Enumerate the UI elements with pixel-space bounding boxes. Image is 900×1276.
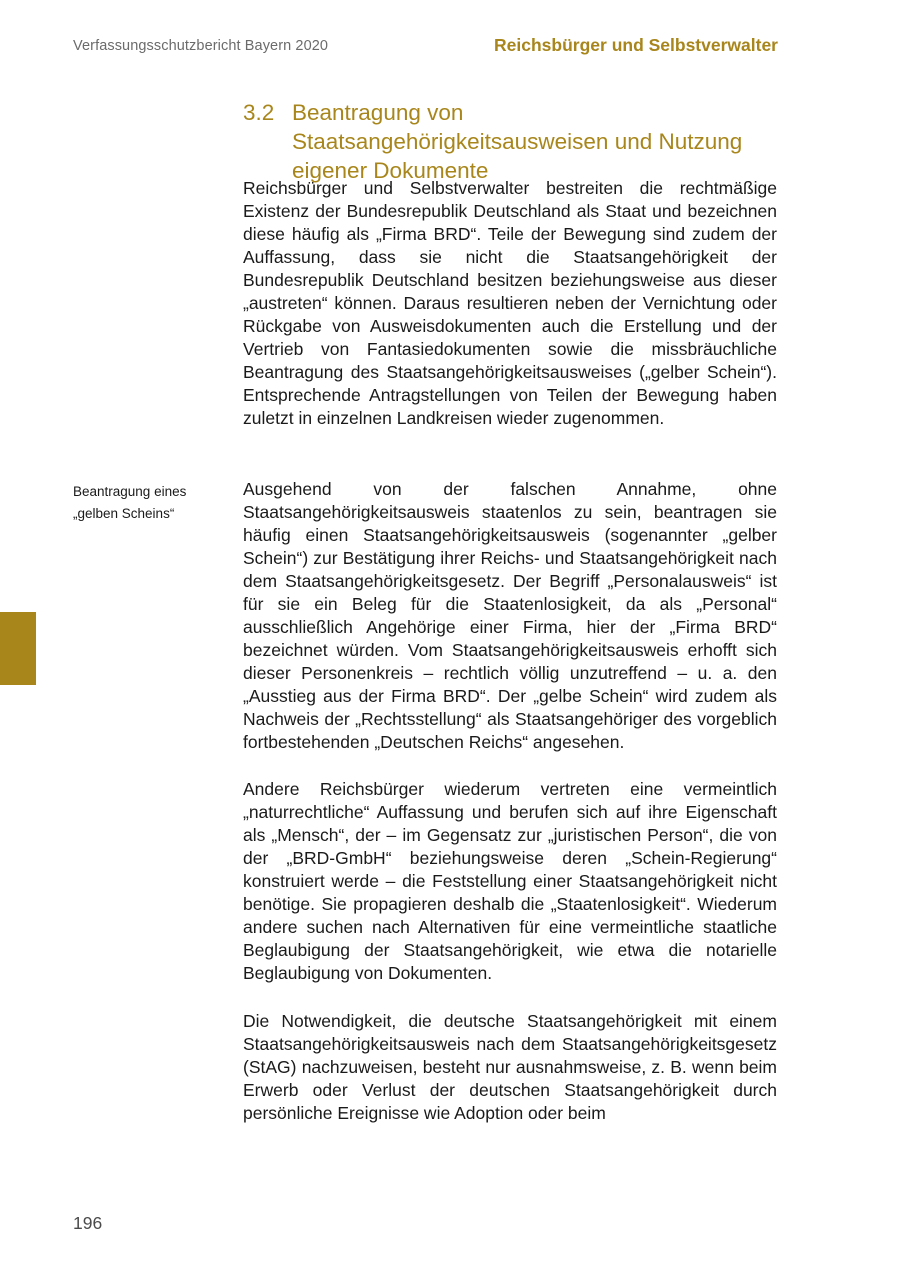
margin-note-line-2: „gelben Scheins“ xyxy=(73,506,175,521)
section-title: Beantragung von Staatsangehörigkeitsausweisen und Nutzung eigener Dokumente xyxy=(292,100,743,183)
paragraph-2: Ausgehend von der falschen Annahme, ohne Staatsangehörigkeitsausweis staatenlos zu sein, beantragen sie häufig einen Staatsangehörigkeitsausweis (sogenannter „gelber Schein“) zur Bestätigung ihrer Reichs- und Staatsangehörigkeit nach dem Staatsangehörigkeitsgesetz. Der Begriff „Personalausweis“ ist für sie ein Beleg für die Staatenlosigkeit, da als „Personal“ ausschließlich Angehörige einer Firma, hier der „Firma BRD“ bezeichnet würden. Vom Staatsangehörigkeitsausweis erhofft sich dieser Personenkreis – rechtlich völlig unzutreffend – u. a. den „Ausstieg aus der Firma BRD“. Der „gelbe Schein“ wird zudem als Nachweis der „Rechtsstellung“ als Staatsangehöriger des vorgeblich fortbestehenden „Deutschen Reichs“ angesehen. xyxy=(243,479,777,752)
section-number: 3.2 xyxy=(243,100,275,125)
running-header-title: Verfassungsschutzbericht Bayern 2020 xyxy=(73,38,329,54)
paragraph-1: Reichsbürger und Selbstverwalter bestreiten die rechtmäßige Existenz der Bundesrepublik Deutschland als Staat und bezeichnen diese häufig als „Firma BRD“. Teile der Bewegung sind zudem der Auffassung, dass sie nicht die Staatsangehörigkeit der Bundesrepublik Deutschland besitzen beziehungsweise aus dieser „austreten“ können. Daraus resultieren neben der Vernichtung oder Rückgabe von Ausweisdokumenten auch die Erstellung und der Vertrieb von Fantasiedokumenten sowie die missbräuchliche Beantragung des Staatsangehörigkeitsausweises („gelber Schein“). Entsprechende Antragstellungen von Teilen der Bewegung haben zuletzt in einzelnen Landkreisen wieder zugenommen. xyxy=(243,178,777,428)
chapter-side-tab xyxy=(0,612,36,685)
margin-note xyxy=(73,481,223,525)
paragraph-4: Die Notwendigkeit, die deutsche Staatsangehörigkeit mit einem Staatsangehörigkeitsausweis nach dem Staatsangehörigkeitsgesetz (StAG) nachzuweisen, besteht nur ausnahmsweise, z. B. wenn beim Erwerb oder Verlust der deutschen Staatsangehörigkeit durch persönliche Ereignisse wie Adoption oder beim xyxy=(243,1011,777,1123)
section-heading xyxy=(243,98,783,185)
paragraph-3: Andere Reichsbürger wiederum vertreten eine vermeintlich „naturrechtliche“ Auffassung und berufen sich auf ihre Eigenschaft als „Mensch“, der – im Gegensatz zur „juristischen Person“, die von der „BRD-GmbH“ beziehungsweise deren „Schein-Regierung“ konstruiert werde – die Feststellung einer Staatsangehörigkeit nicht benötige. Sie propagieren deshalb die „Staatenlosigkeit“. Wiederum andere suchen nach Alternativen für eine vermeintliche staatliche Beglaubigung der Staatsangehörigkeit, wie etwa die notarielle Beglaubigung von Dokumenten. xyxy=(243,779,777,983)
chapter-header: Reichsbürger und Selbstverwalter xyxy=(494,35,778,55)
margin-note-line-1: Beantragung eines xyxy=(73,484,187,499)
page-number: 196 xyxy=(73,1213,103,1233)
